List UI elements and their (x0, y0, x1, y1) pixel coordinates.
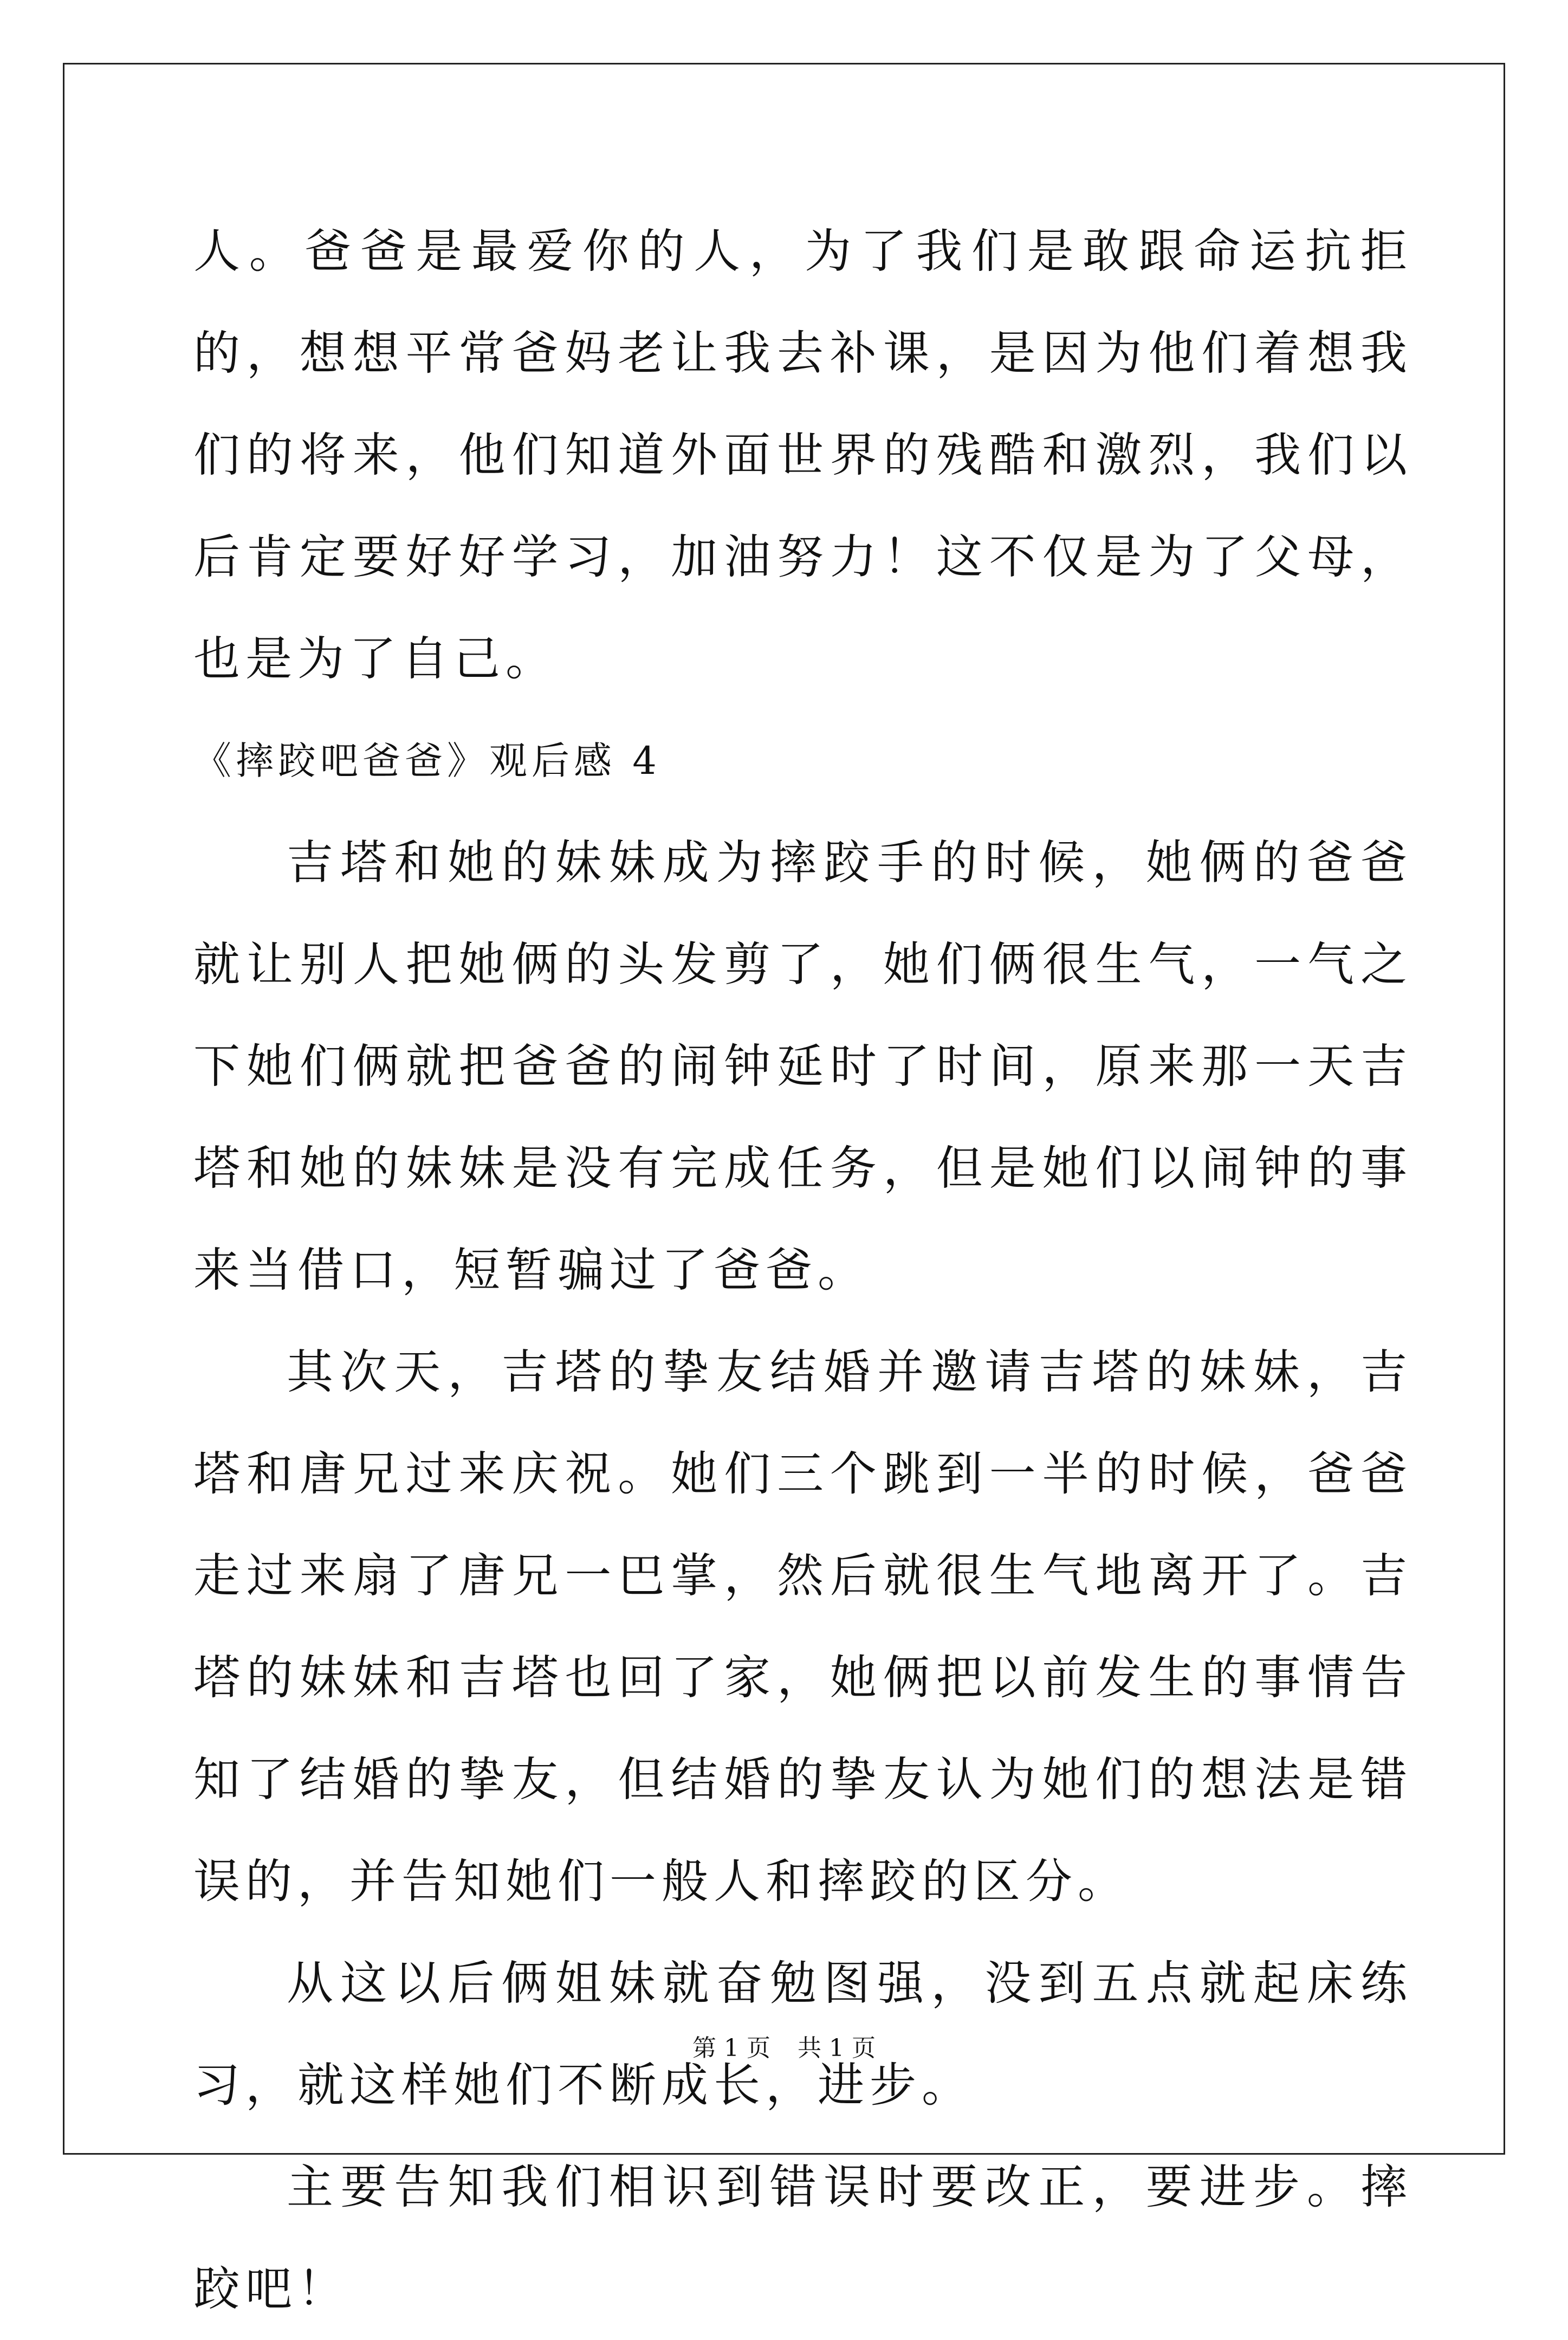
page-footer (0, 2032, 1568, 2065)
body-paragraph-4: 主要告知我们相识到错误时要改正，要进步。摔跤吧！ (193, 2160, 1413, 2316)
page-number-current: 第 1 页 (692, 2034, 770, 2062)
body-paragraph-3: 从这以后俩姐妹就奋勉图强，没到五点就起床练习，就这样她们不断成长，进步。 (193, 1956, 1413, 2112)
continued-paragraph: 人。爸爸是最爱你的人，为了我们是敢跟命运抗拒的，想想平常爸妈老让我去补课，是因为他们着想我们的将来，他们知道外面世界的残酷和激烈，我们以后肯定要好好学习，加油努力！这不仅是为了父母，也是为了自己。 (193, 224, 1413, 686)
body-paragraph-1: 吉塔和她的妹妹成为摔跤手的时候，她俩的爸爸就让别人把她俩的头发剪了，她们俩很生气，一气之下她们俩就把爸爸的闹钟延时了时间，原来那一天吉塔和她的妹妹是没有完成任务，但是她们以闹钟的事来当借口，短暂骗过了爸爸。 (193, 836, 1413, 1297)
body-paragraph-2: 其次天，吉塔的挚友结婚并邀请吉塔的妹妹，吉塔和唐兄过来庆祝。她们三个跳到一半的时候，爸爸走过来扇了唐兄一巴掌，然后就很生气地离开了。吉塔的妹妹和吉塔也回了家，她俩把以前发生的事情告知了结婚的挚友，但结婚的挚友认为她们的想法是错误的，并告知她们一般人和摔跤的区分。 (193, 1345, 1413, 1909)
page-number-total: 共 1 页 (798, 2034, 876, 2062)
document-body (193, 201, 1413, 2340)
section-heading: 《摔跤吧爸爸》观后感 4 (193, 739, 661, 783)
